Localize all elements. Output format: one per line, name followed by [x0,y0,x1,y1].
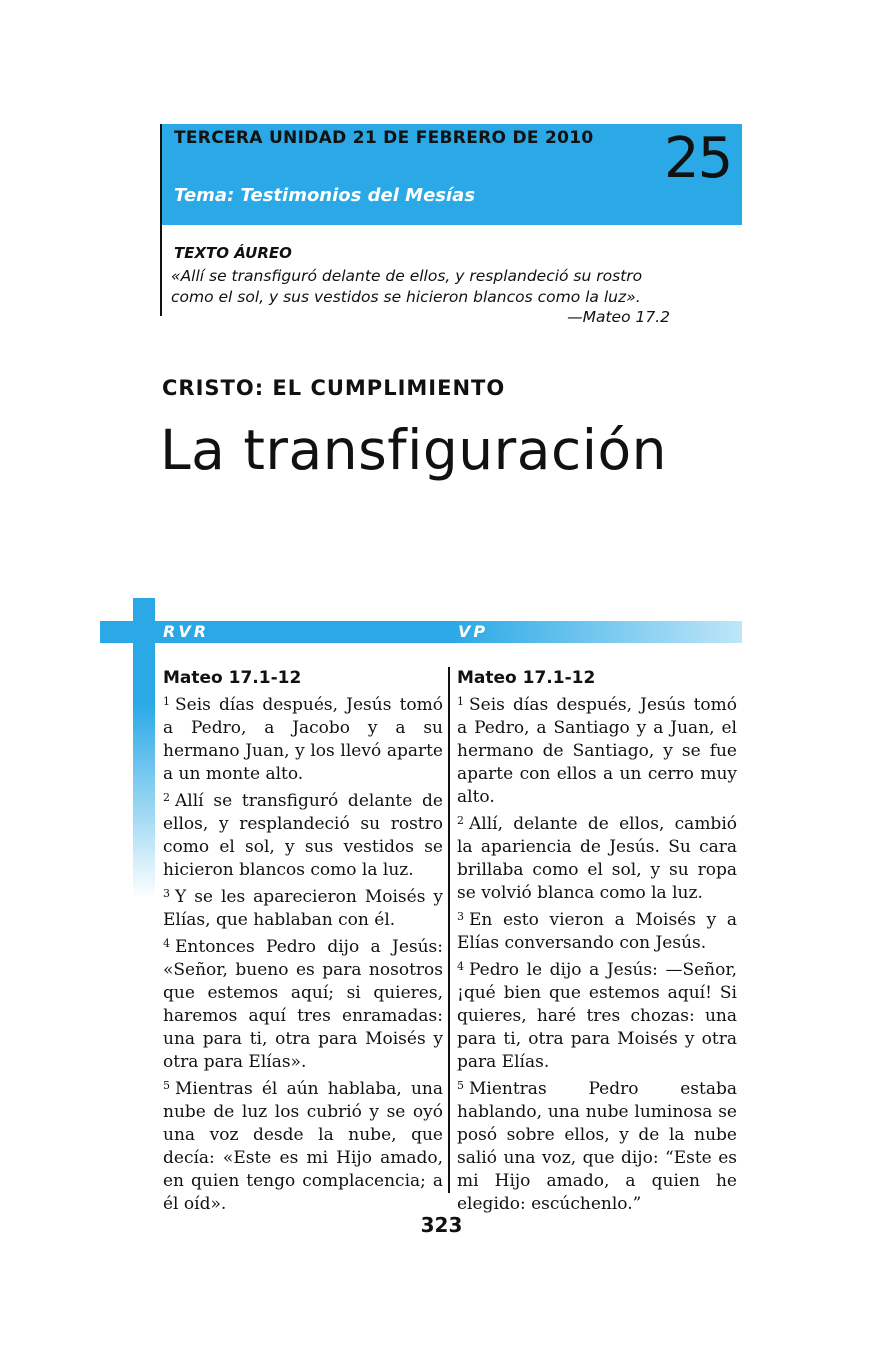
verse [163,882,443,932]
passage-heading: Mateo 17.1-12 [163,668,302,688]
verse-text: Allí, delante de ellos, cambió la apariencia de Jesús. Su cara brillaba como el sol, y su ropa se volvió blanca como la luz. [457,814,737,903]
lesson-number: 25 [664,126,732,191]
version-label-rvr: RVR [163,622,210,641]
verse-number: 2 [457,814,464,827]
verse [457,905,737,955]
verse-number: 4 [457,960,464,973]
scripture-column-vp [457,667,737,1216]
column-divider [448,667,450,1193]
verse-text: Mientras él aún hablaba, una nube de luz los cubrió y se oyó una voz desde la nube, que decía: «Este es mi Hijo amado, en quien tengo complacencia; a él oíd». [163,1079,443,1214]
golden-text-reference: —Mateo 17.2 [567,308,670,326]
cross-graphic [133,598,155,898]
verse-text: Seis días después, Jesús tomó a Pedro, a Santiago y a Juan, el hermano de Santiago, y se fue aparte con ellos a un cerro muy alto. [457,695,737,807]
verse [163,1074,443,1216]
verse-number: 3 [457,910,464,923]
header-rule [160,124,162,316]
verse [457,1074,737,1216]
verse-number: 1 [457,695,464,708]
verse [457,809,737,905]
golden-text-label: TEXTO ÁUREO [174,244,292,262]
verse-number: 3 [163,887,170,900]
verse-text: Mientras Pedro estaba hablando, una nube luminosa se posó sobre ellos, y de la nube salió una voz, que dijo: “Este es mi Hijo amado, a quien he elegido: escúchenlo.” [457,1079,737,1214]
version-label-vp: VP [458,622,489,641]
unit-date-line: TERCERA UNIDAD 21 DE FEBRERO DE 2010 [174,128,594,148]
section-subtitle: CRISTO: EL CUMPLIMIENTO [162,376,506,400]
verse [457,690,737,809]
page-number: 323 [420,1213,463,1237]
verse [457,955,737,1074]
verse-text: Allí se transfiguró delante de ellos, y resplandeció su rostro como el sol, y sus vestidos se hicieron blancos como la luz. [163,791,443,880]
verse [163,932,443,1074]
verse-text: En esto vieron a Moisés y a Elías conversando con Jesús. [457,910,737,953]
scripture-column-rvr [163,667,443,1216]
verse-text: Entonces Pedro dijo a Jesús: «Señor, bueno es para nosotros que estemos aquí; si quieres, haremos aquí tres enramadas: una para ti, otra para Moisés y otra para Elías». [163,937,443,1072]
verse-text: Y se les aparecieron Moisés y Elías, que hablaban con él. [163,887,443,930]
verse [163,786,443,882]
verse-number: 5 [163,1079,170,1092]
page-title: La transfiguración [160,418,667,482]
verse [163,690,443,786]
passage-heading: Mateo 17.1-12 [457,668,596,688]
verse-number: 4 [163,937,170,950]
verse-text: Pedro le dijo a Jesús: —Señor, ¡qué bien que estemos aquí! Si quieres, haré tres chozas: una para ti, otra para Moisés y otra para Elías. [457,960,737,1072]
verse-number: 1 [163,695,170,708]
golden-text-quote: «Allí se transfiguró delante de ellos, y resplandeció su rostro como el sol, y sus vestidos se hicieron blancos como la luz». [171,267,643,306]
verse-number: 5 [457,1079,464,1092]
verse-number: 2 [163,791,170,804]
verse-text: Seis días después, Jesús tomó a Pedro, a Jacobo y a su hermano Juan, y los llevó aparte a un monte alto. [163,695,443,784]
lesson-theme: Tema: Testimonios del Mesías [174,185,476,206]
